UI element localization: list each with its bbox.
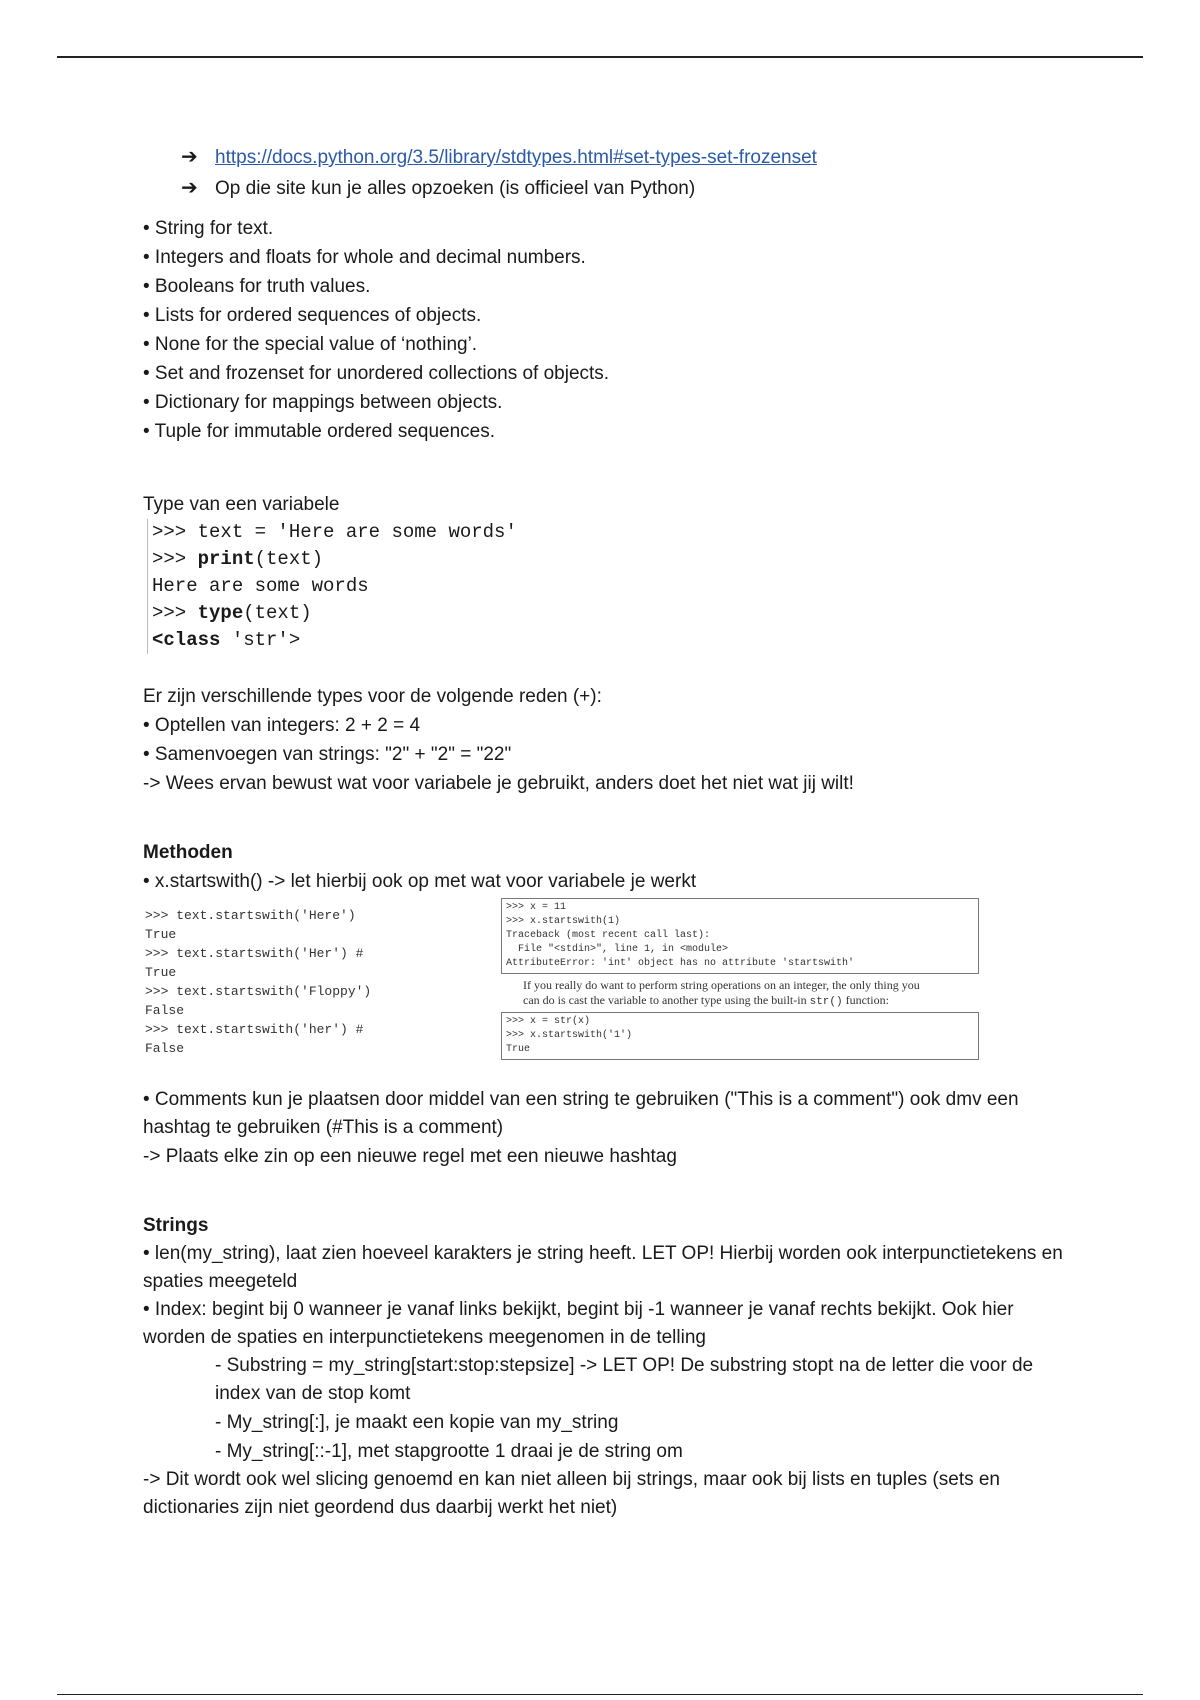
startswith-item: • x.startswith() -> let hierbij ook op met wat voor variabele je werkt	[143, 871, 697, 892]
python-docs-link[interactable]: https://docs.python.org/3.5/library/stdtypes.html#set-types-set-frozenset	[215, 147, 817, 168]
code-line: >>> type(text)	[152, 602, 312, 624]
traceback-box: >>> x = 11 >>> x.startswith(1) Traceback (most recent call last): File "<stdin>", line 1, in <module> AttributeError: 'int' object has no attribute 'startswith'	[501, 898, 979, 974]
arrow-icon: ➔	[181, 177, 198, 199]
arrow-icon: ➔	[181, 146, 198, 168]
types-list	[143, 214, 1063, 446]
header-rule	[57, 56, 1143, 58]
methoden-heading: Methoden	[143, 842, 233, 863]
list-item: • Samenvoegen van strings: "2" + "2" = "22"	[143, 744, 512, 765]
reverse-item: - My_string[::-1], met stapgrootte 1 draai je de string om	[215, 1441, 683, 1462]
len-item: • len(my_string), laat zien hoeveel karakters je string heeft. LET OP! Hierbij worden ook interpunctietekens en spaties meegeteld	[143, 1243, 1063, 1292]
startswith-example-left: >>> text.startswith('Here') True >>> text.startswith('Her') # True >>> text.startswith('Floppy') False >>> text.startswith('her') # False	[145, 908, 372, 1056]
copy-item: - My_string[:], je maakt een kopie van my_string	[215, 1412, 619, 1433]
list-item: • Integers and floats for whole and decimal numbers.	[143, 247, 586, 268]
list-item: • Optellen van integers: 2 + 2 = 4	[143, 715, 421, 736]
list-item: • String for text.	[143, 218, 274, 239]
index-item: • Index: begint bij 0 wanneer je vanaf links bekijkt, begint bij -1 wanneer je vanaf rechts bekijkt. Ook hier worden de spaties en interpunctietekens meegenomen in de telling	[143, 1299, 1014, 1348]
list-item: • None for the special value of ‘nothing’.	[143, 334, 478, 355]
variable-type-title: Type van een variabele	[143, 494, 340, 515]
reasons-intro: Er zijn verschillende types voor de volgende reden (+):	[143, 686, 602, 707]
code-block	[147, 519, 1063, 654]
comments-note: -> Plaats elke zin op een nieuwe regel met een nieuwe hashtag	[143, 1146, 677, 1167]
list-item: • Dictionary for mappings between objects.	[143, 392, 503, 413]
slicing-note: -> Dit wordt ook wel slicing genoemd en kan niet alleen bij strings, maar ook bij lists en tuples (sets en dictionaries zijn niet geordend dus daarbij werkt het niet)	[143, 1469, 1001, 1518]
doc-link-item	[143, 142, 1063, 173]
document-body	[143, 142, 1063, 1522]
strings-heading: Strings	[143, 1215, 209, 1236]
startswith-example-right	[501, 898, 979, 1060]
list-item: -> Wees ervan bewust wat voor variabele je gebruikt, anders doet het niet wat jij wilt!	[143, 773, 854, 794]
substring-item: - Substring = my_string[start:stop:stepsize] -> LET OP! De substring stopt na de letter die voor de index van de stop komt	[215, 1355, 1034, 1404]
cast-box: >>> x = str(x) >>> x.startswith('1') True	[501, 1012, 979, 1060]
code-line: Here are some words	[152, 575, 369, 597]
cast-note: If you really do want to perform string operations on an integer, the only thing you can do is cast the variable to another type using the built-in str() function:	[523, 978, 920, 1008]
list-item: • Tuple for immutable ordered sequences.	[143, 421, 496, 442]
list-item: • Lists for ordered sequences of objects.	[143, 305, 482, 326]
code-line: >>> print(text)	[152, 548, 324, 570]
footer-rule	[57, 1694, 1143, 1695]
startswith-figures	[143, 896, 1063, 1086]
comments-item: • Comments kun je plaatsen door middel van een string te gebruiken ("This is a comment") ook dmv een hashtag te gebruiken (#This is a comment)	[143, 1089, 1019, 1138]
list-item: • Set and frozenset for unordered collections of objects.	[143, 363, 610, 384]
doc-note-item	[143, 173, 1063, 204]
doc-note-text: Op die site kun je alles opzoeken (is officieel van Python)	[215, 178, 696, 199]
code-line: <class 'str'>	[152, 629, 301, 651]
list-item: • Booleans for truth values.	[143, 276, 371, 297]
code-line: >>> text = 'Here are some words'	[152, 521, 517, 543]
